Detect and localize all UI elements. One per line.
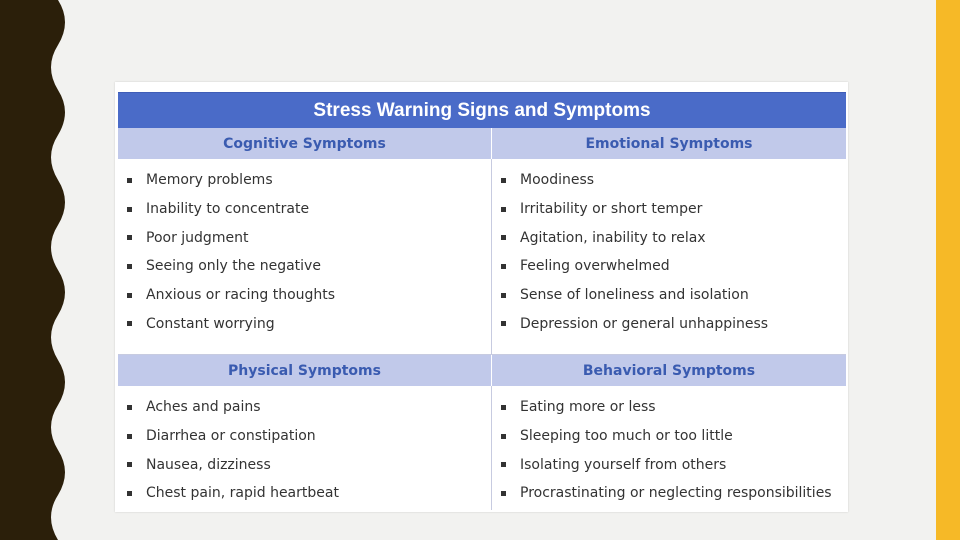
- cognitive-heading: Cognitive Symptoms: [118, 128, 491, 159]
- bullet-icon: [501, 235, 506, 240]
- list-item: Eating more or less: [501, 393, 832, 422]
- bullet-icon: [501, 321, 506, 326]
- bullet-icon: [501, 207, 506, 212]
- list-item: Nausea, dizziness: [127, 450, 339, 479]
- physical-heading: Physical Symptoms: [118, 355, 491, 386]
- bullet-icon: [127, 491, 132, 496]
- bullet-icon: [501, 293, 506, 298]
- bullet-icon: [501, 178, 506, 183]
- list-item: Poor judgment: [127, 223, 335, 252]
- cognitive-list: [127, 166, 335, 338]
- list-item: Constant worrying: [127, 309, 335, 338]
- bullet-icon: [127, 293, 132, 298]
- symptoms-table: [115, 82, 848, 512]
- list-item: Memory problems: [127, 166, 335, 195]
- table-title: Stress Warning Signs and Symptoms: [118, 92, 846, 128]
- list-item: Aches and pains: [127, 393, 339, 422]
- list-item: Moodiness: [501, 166, 768, 195]
- list-item: Irritability or short temper: [501, 195, 768, 224]
- list-item: Feeling overwhelmed: [501, 252, 768, 281]
- bullet-icon: [501, 434, 506, 439]
- list-item: Anxious or racing thoughts: [127, 281, 335, 310]
- physical-list: [127, 393, 339, 508]
- bullet-icon: [127, 178, 132, 183]
- list-item: Diarrhea or constipation: [127, 422, 339, 451]
- bullet-icon: [127, 405, 132, 410]
- bullet-icon: [127, 235, 132, 240]
- bullet-icon: [127, 434, 132, 439]
- column-divider: [491, 386, 492, 510]
- emotional-heading: Emotional Symptoms: [492, 128, 846, 159]
- bullet-icon: [501, 462, 506, 467]
- list-item: Seeing only the negative: [127, 252, 335, 281]
- bullet-icon: [127, 264, 132, 269]
- list-item: Inability to concentrate: [127, 195, 335, 224]
- bullet-icon: [501, 264, 506, 269]
- list-item: Depression or general unhappiness: [501, 309, 768, 338]
- list-item: Sense of loneliness and isolation: [501, 281, 768, 310]
- bullet-icon: [501, 405, 506, 410]
- bullet-icon: [501, 491, 506, 496]
- accent-band: [936, 0, 960, 540]
- column-divider: [491, 159, 492, 354]
- list-item: Procrastinating or neglecting responsibilities: [501, 479, 832, 508]
- list-item: Chest pain, rapid heartbeat: [127, 479, 339, 508]
- bullet-icon: [127, 462, 132, 467]
- decorative-wavy-band: [0, 0, 80, 540]
- emotional-list: [501, 166, 768, 338]
- behavioral-list: [501, 393, 832, 508]
- list-item: Agitation, inability to relax: [501, 223, 768, 252]
- bullet-icon: [127, 321, 132, 326]
- list-item: Sleeping too much or too little: [501, 422, 832, 451]
- list-item: Isolating yourself from others: [501, 450, 832, 479]
- behavioral-heading: Behavioral Symptoms: [492, 355, 846, 386]
- bullet-icon: [127, 207, 132, 212]
